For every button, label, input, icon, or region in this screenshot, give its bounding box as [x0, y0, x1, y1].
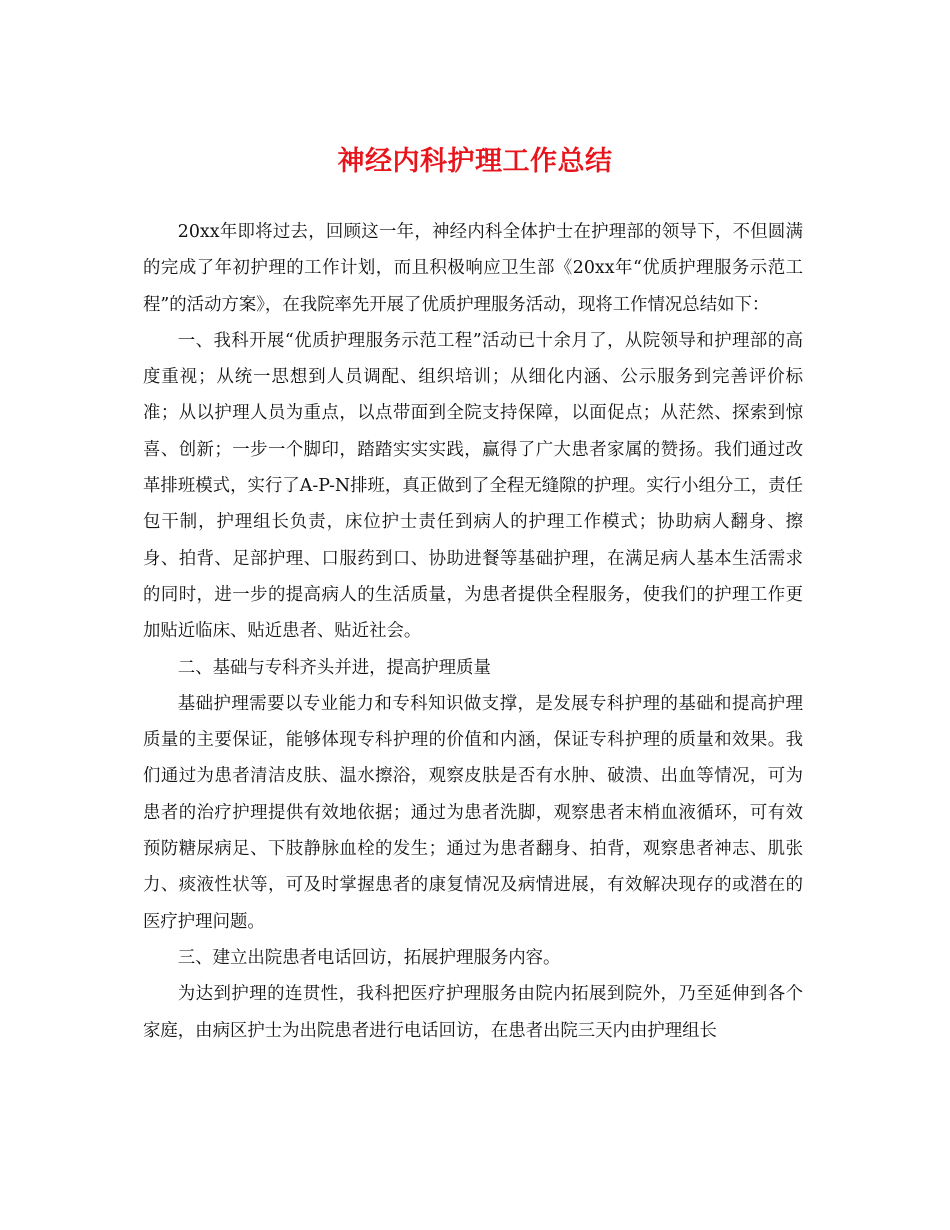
section-heading-3: 三、建立出院患者电话回访，拓展护理服务内容。 [177, 947, 561, 968]
section-heading-2: 二、基础与专科齐头并进，提高护理质量 [177, 657, 491, 678]
document-title: 神经内科护理工作总结 [337, 146, 613, 177]
paragraph-section-3: 为达到护理的连贯性，我科把医疗护理服务由院内拓展到院外，乃至延伸到各个家庭，由病区护士为出院患者进行电话回访，在患者出院三天内由护理组长 [143, 984, 803, 1041]
document-body [143, 214, 803, 1049]
paragraph-intro: 20xx年即将过去，回顾这一年，神经内科全体护士在护理部的领导下，不但圆满的完成了年初护理的工作计划，而且积极响应卫生部《20xx年“优质护理服务示范工程”的活动方案》，在我院率先开展了优质护理服务活动，现将工作情况总结如下： [143, 222, 803, 315]
paragraph-section-1: 一、我科开展“优质护理服务示范工程”活动已十余月了，从院领导和护理部的高度重视；从统一思想到人员调配、组织培训；从细化内涵、公示服务到完善评价标准；从以护理人员为重点，以点带面到全院支持保障，以面促点；从茫然、探索到惊喜、创新；一步一个脚印，踏踏实实实践，赢得了广大患者家属的赞扬。我们通过改革排班模式，实行了A-P-N排班，真正做到了全程无缝隙的护理。实行小组分工，责任包干制，护理组长负责，床位护士责任到病人的护理工作模式；协助病人翻身、擦身、拍背、足部护理、口服药到口、协助进餐等基础护理，在满足病人基本生活需求的同时，进一步的提高病人的生活质量，为患者提供全程服务，使我们的护理工作更加贴近临床、贴近患者、贴近社会。 [143, 330, 803, 642]
paragraph-section-2: 基础护理需要以专业能力和专科知识做支撑，是发展专科护理的基础和提高护理质量的主要保证，能够体现专科护理的价值和内涵，保证专科护理的质量和效果。我们通过为患者清洁皮肤、温水擦浴，观察皮肤是否有水肿、破溃、出血等情况，可为患者的治疗护理提供有效地依据；通过为患者洗脚，观察患者末梢血液循环，可有效预防糖尿病足、下肢静脉血栓的发生；通过为患者翻身、拍背，观察患者神志、肌张力、痰液性状等，可及时掌握患者的康复情况及病情进展，有效解决现存的或潜在的医疗护理问题。 [143, 693, 803, 932]
